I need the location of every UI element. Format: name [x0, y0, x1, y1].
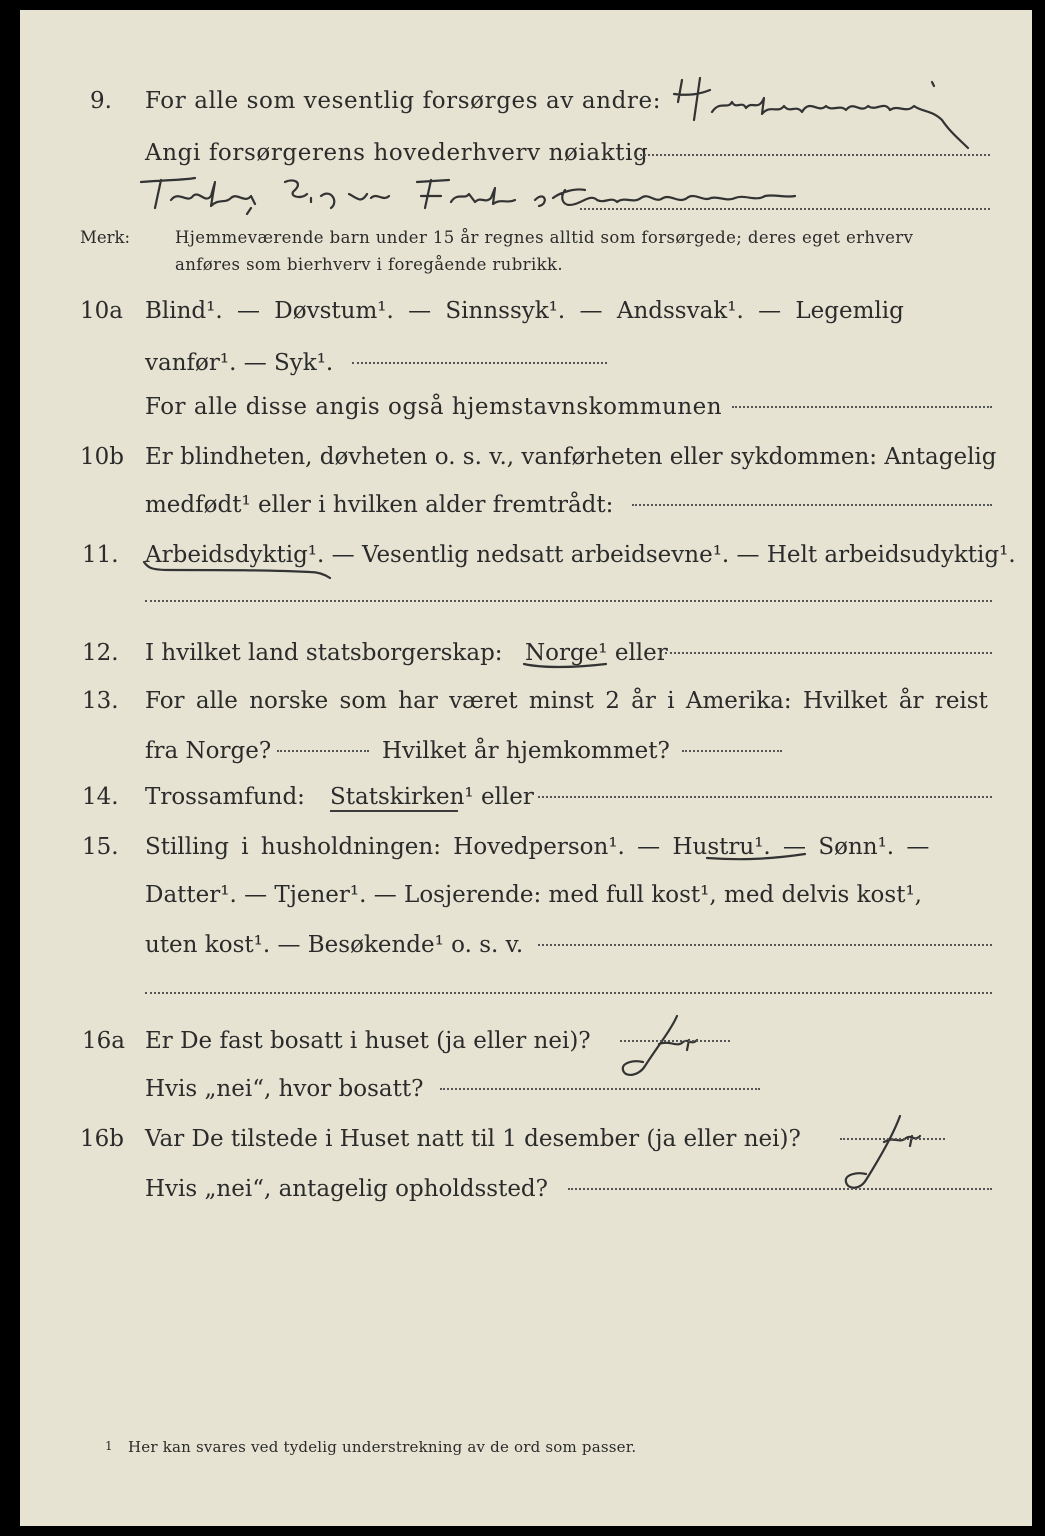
q12-line1-dots [665, 652, 992, 654]
merk-line1: Hjemmeværende barn under 15 år regnes alltid som forsørgede; deres eget erhverv [175, 228, 914, 247]
q16b-line2-dots [568, 1188, 992, 1190]
q16a-number: 16a [82, 1028, 125, 1054]
q11-line1: Arbeidsdyktig¹. — Vesentlig nedsatt arbeidsevne¹. — Helt arbeidsudyktig¹. [145, 542, 1016, 568]
q10b-line1: Er blindheten, døvheten o. s. v., vanførheten eller sykdommen: Antagelig [145, 444, 997, 470]
q10a-line1: Blind¹. — Døvstum¹. — Sinnssyk¹. — Andssvak¹. — Legemlig [145, 298, 904, 324]
q15-line2: Datter¹. — Tjener¹. — Losjerende: med full kost¹, med delvis kost¹, [145, 882, 922, 908]
q16b-number: 16b [80, 1126, 124, 1152]
q9-line2: Angi forsørgerens hovederhverv nøiaktig [145, 140, 649, 166]
underline-norge [522, 656, 612, 676]
q9-number: 9. [90, 88, 112, 114]
handwriting-ja-16a [615, 1010, 725, 1082]
q10b-line2: medfødt¹ eller i hvilken alder fremtrådt: [145, 492, 614, 518]
q16a-line2: Hvis „nei“, hvor bosatt? [145, 1076, 424, 1102]
q13-line2-b: Hvilket år hjemkommet? [382, 738, 670, 764]
q15-line3: uten kost¹. — Besøkende¹ o. s. v. [145, 932, 524, 958]
q12-number: 12. [82, 640, 119, 666]
q14-line1-a: Trossamfund: [145, 784, 305, 810]
q16b-line1-dots [840, 1138, 945, 1140]
q13-number: 13. [82, 688, 119, 714]
q15-line1: Stilling i husholdningen: Hovedperson¹. — Hustru¹. — Sønn¹. — [145, 834, 930, 860]
q13-line1: For alle norske som har været minst 2 år i Amerika: Hvilket år reist [145, 688, 988, 714]
q14-number: 14. [82, 784, 119, 810]
q10a-line3-dots [732, 406, 992, 408]
q11-number: 11. [82, 542, 119, 568]
q16a-line2-dots [440, 1088, 760, 1090]
underline-hustru [705, 848, 815, 868]
q14-line1-b: Statskirken¹ eller [330, 784, 534, 810]
q11-line2-dots [145, 600, 992, 602]
footnote-mark: 1 [105, 1439, 113, 1453]
q15-number: 15. [82, 834, 119, 860]
q9-line3-dots [580, 208, 990, 210]
q12-line1-a: I hvilket land statsborgerskap: [145, 640, 503, 666]
q9-line2-dots [635, 154, 990, 156]
q15-line3-dots [538, 944, 992, 946]
merk-line2: anføres som bierhverv i foregående rubrikk. [175, 255, 564, 274]
q10b-number: 10b [80, 444, 124, 470]
merk-label: Merk: [80, 228, 131, 247]
q12-line1-b: Norge¹ eller [525, 640, 668, 666]
q13-line2-a-dots [277, 750, 369, 752]
q9-line1: For alle som vesentlig forsørges av andre: [145, 88, 662, 114]
handwriting-occupation-detail [135, 168, 815, 218]
handwriting-ja-16b [840, 1108, 960, 1198]
q16a-line1: Er De fast bosatt i huset (ja eller nei)? [145, 1028, 591, 1054]
q10a-line2-dots [352, 362, 607, 364]
q16b-line2: Hvis „nei“, antagelig opholdssted? [145, 1176, 548, 1202]
footnote-text: Her kan svares ved tydelig understrekning av de ord som passer. [128, 1438, 637, 1456]
q10b-line2-dots [632, 504, 992, 506]
q13-line2-b-dots [682, 750, 782, 752]
underline-arbeidsdyktig [140, 558, 340, 582]
q13-line2-a: fra Norge? [145, 738, 272, 764]
q14-line1-dots [538, 796, 992, 798]
q16b-line1: Var De tilstede i Huset natt til 1 desember (ja eller nei)? [145, 1126, 801, 1152]
q16a-line1-dots [620, 1040, 730, 1042]
handwriting-occupation [670, 70, 970, 150]
q10a-number: 10a [80, 298, 123, 324]
form-page [20, 10, 1032, 1526]
q15-line4-dots [145, 992, 992, 994]
underline-statskirken [330, 810, 458, 812]
q10a-line3: For alle disse angis også hjemstavnskommunen [145, 394, 723, 420]
q10a-line2: vanfør¹. — Syk¹. [145, 350, 334, 376]
